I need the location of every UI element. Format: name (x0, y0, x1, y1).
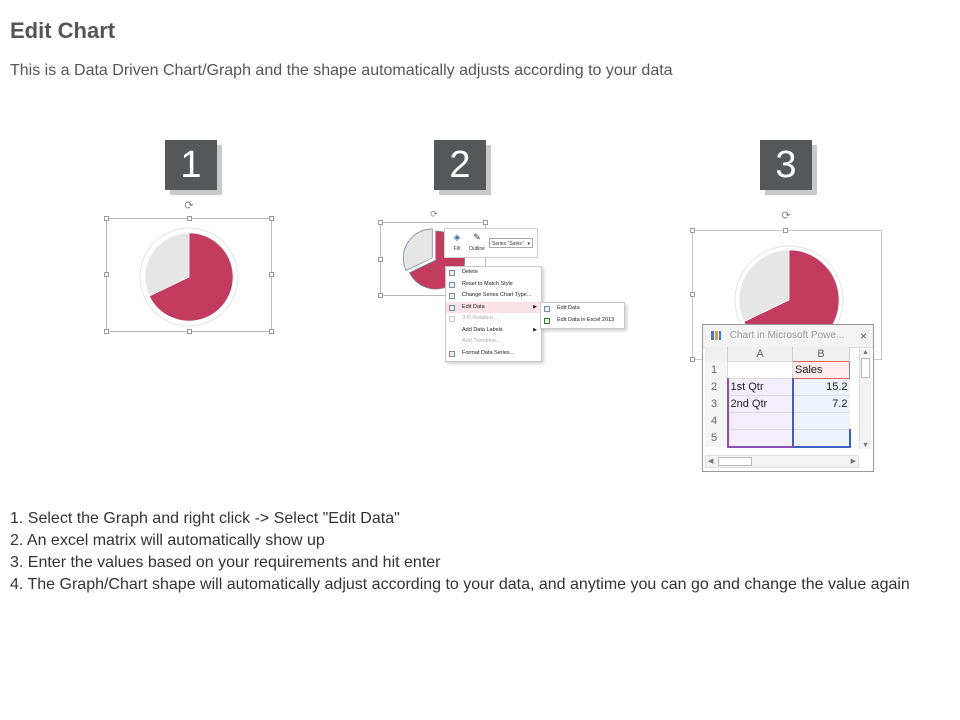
table-icon (544, 306, 550, 312)
chart-type-icon (449, 293, 455, 299)
cell-b2[interactable]: 15.2 (793, 379, 850, 396)
chevron-right-icon[interactable]: ▶ (850, 458, 856, 465)
close-icon[interactable]: × (859, 329, 867, 343)
spreadsheet-titlebar: Chart in Microsoft Powe... × (703, 325, 873, 348)
instruction-step-1: 1. Select the Graph and right click -> Select "Edit Data" (10, 510, 400, 527)
pen-outline-icon: ✎ (473, 232, 481, 242)
chevron-right-icon: ▶ (533, 303, 537, 310)
pie-chart-1[interactable] (138, 226, 240, 328)
context-menu (445, 266, 542, 362)
cell-b1[interactable]: Sales (793, 362, 850, 379)
cell-b3[interactable]: 7.2 (793, 396, 850, 413)
series-select[interactable]: Series "Sales" ▾ (489, 238, 533, 248)
instruction-step-2: 2. An excel matrix will automatically show up (10, 532, 325, 549)
chevron-right-icon: ▶ (533, 326, 537, 333)
cell-a5[interactable] (728, 430, 793, 447)
reset-icon (449, 282, 455, 288)
spreadsheet-window (702, 324, 874, 472)
instruction-step-4: 4. The Graph/Chart shape will automatically adjust according to your data, and anytime you can go and change the value again (10, 576, 910, 593)
menu-item-change-chart-type[interactable]: Change Series Chart Type... (446, 290, 541, 302)
chevron-up-icon[interactable]: ▲ (862, 349, 869, 356)
cell-a4[interactable] (728, 413, 793, 430)
cell-b5[interactable] (793, 430, 850, 447)
instructions-list (10, 508, 940, 596)
menu-item-format-data-series[interactable]: Format Data Series... (446, 348, 541, 360)
scrollbar-thumb-horizontal[interactable] (718, 457, 752, 466)
table-row: 1 Sales (705, 362, 850, 379)
excel-icon (544, 318, 550, 324)
menu-item-3d-rotation: 3-D Rotation... (446, 313, 541, 325)
vertical-scrollbar[interactable] (859, 349, 871, 449)
menu-item-reset-style[interactable]: Reset to Match Style (446, 279, 541, 291)
mini-toolbar (444, 228, 538, 258)
menu-item-add-trendline: Add Trendline... (462, 338, 501, 344)
cell-b4[interactable] (793, 413, 850, 430)
outline-button[interactable]: ✎ Outline (469, 232, 485, 252)
chart-icon (711, 331, 721, 340)
cell-a3[interactable]: 2nd Qtr (728, 396, 793, 413)
format-icon (449, 351, 455, 357)
spreadsheet-grid (705, 347, 851, 448)
step-badge-3: 3 (760, 140, 812, 190)
step-badge-1: 1 (165, 140, 217, 190)
scrollbar-thumb[interactable] (861, 358, 870, 378)
rotate-handle-icon[interactable]: ⟳ (184, 200, 194, 212)
chevron-left-icon[interactable]: ◀ (708, 458, 714, 465)
cell-a1[interactable] (728, 362, 793, 379)
table-icon (449, 305, 455, 311)
cell-a2[interactable]: 1st Qtr (728, 379, 793, 396)
rotation-icon (449, 316, 455, 322)
edit-data-submenu (540, 302, 625, 329)
submenu-item-edit-data-excel[interactable]: Edit Data in Excel 2013 (541, 315, 624, 327)
column-header-a[interactable]: A (728, 347, 793, 362)
chevron-down-icon[interactable]: ▼ (862, 442, 869, 449)
page-title: Edit Chart (10, 18, 116, 43)
fill-button[interactable]: ◈ Fill (450, 232, 464, 252)
delete-icon (449, 270, 455, 276)
column-header-b[interactable]: B (793, 347, 850, 362)
menu-item-delete[interactable]: Delete (446, 267, 541, 279)
table-row: 4 (705, 413, 850, 430)
chevron-down-icon: ▾ (527, 241, 530, 247)
paint-bucket-icon: ◈ (453, 232, 461, 242)
table-row: 5 (705, 430, 850, 447)
menu-item-add-data-labels[interactable]: Add Data Labels ▶ (446, 325, 541, 337)
horizontal-scrollbar[interactable] (705, 455, 859, 468)
page-subtitle: This is a Data Driven Chart/Graph and the shape automatically adjusts according to your data (10, 62, 673, 79)
rotate-handle-icon-2[interactable]: ⟳ (430, 209, 438, 219)
table-row: 2 1st Qtr 15.2 (705, 379, 850, 396)
submenu-item-edit-data[interactable]: Edit Data (541, 303, 624, 315)
table-row: 3 2nd Qtr 7.2 (705, 396, 850, 413)
menu-item-edit-data[interactable]: Edit Data ▶ (446, 302, 541, 314)
rotate-handle-icon-3[interactable]: ⟳ (781, 210, 791, 222)
instruction-step-3: 3. Enter the values based on your requirements and hit enter (10, 554, 441, 571)
step-badge-2: 2 (434, 140, 486, 190)
